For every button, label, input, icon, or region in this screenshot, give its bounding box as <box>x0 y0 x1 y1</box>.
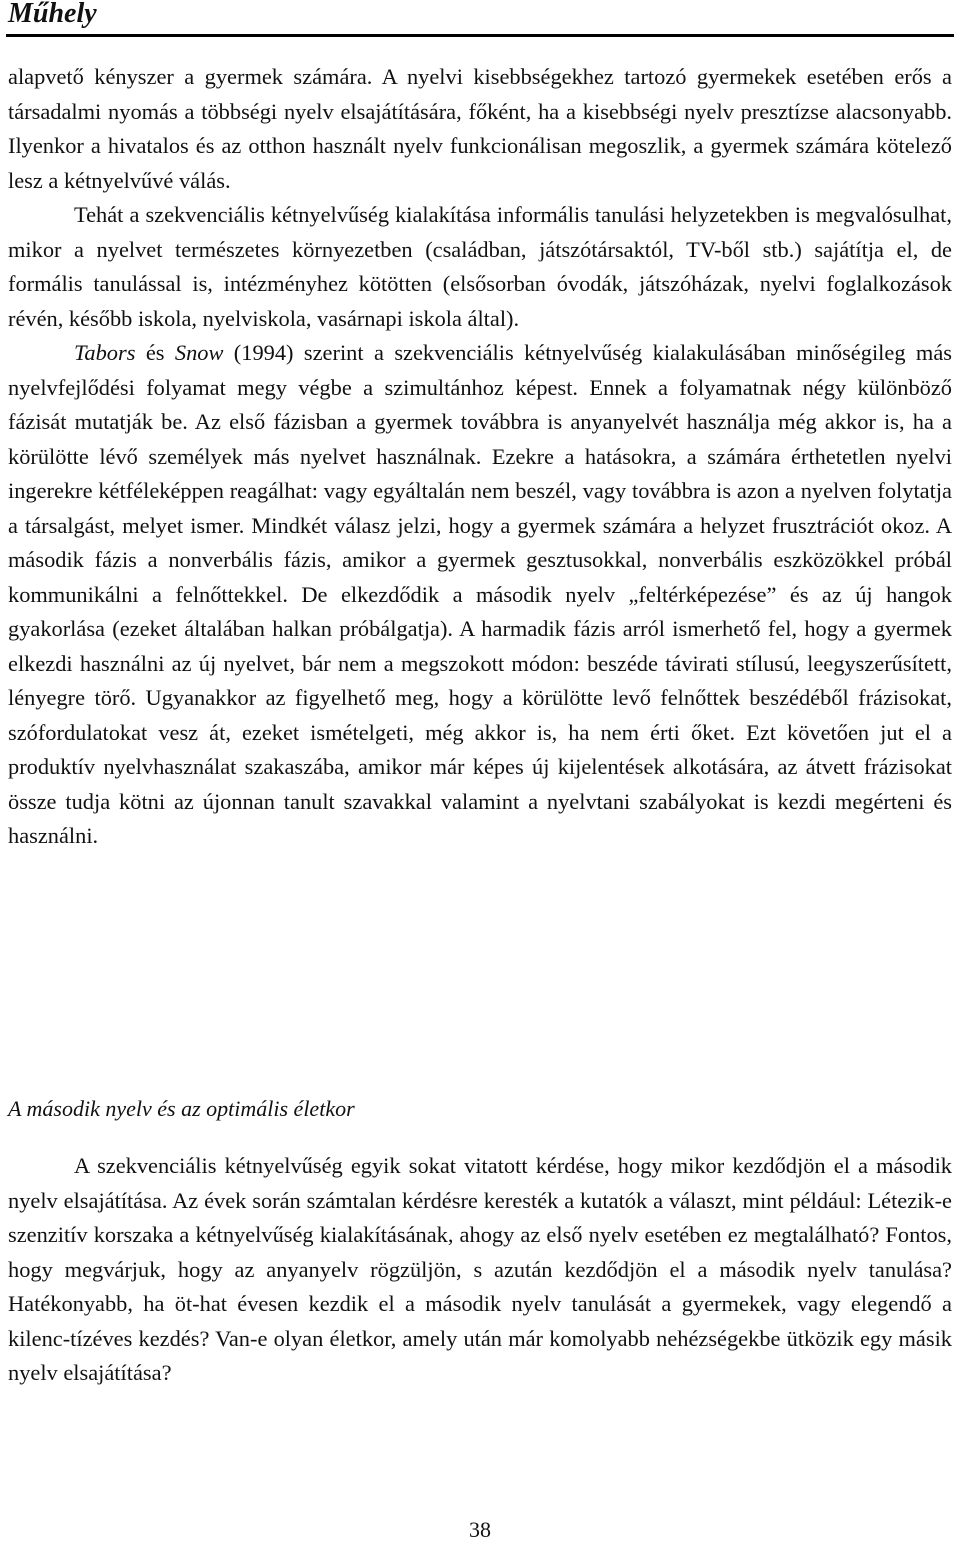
body-text-block <box>8 1149 952 1391</box>
paragraph: Tehát a szekvenciális kétnyelvűség kialakítása informális tanulási helyzetekben is megvalósulhat, mikor a nyelvet természetes környezetben (családban, játszótársaktól, TV-ből stb.) sajátítja el, de formális tanulással is, intézményhez kötötten (elsősorban óvodák, játszóházak, nyelvi foglalkozások révén, később iskola, nyelviskola, vasárnapi iskola által). <box>8 202 952 331</box>
conjunction-text: és <box>135 340 175 365</box>
paragraph <box>8 336 952 854</box>
author-name: Snow <box>174 340 224 365</box>
section-heading: A második nyelv és az optimális életkor <box>8 1096 355 1121</box>
paragraph: A szekvenciális kétnyelvűség egyik sokat vitatott kérdése, hogy mikor kezdődjön el a második nyelv elsajátítása. Az évek során számtalan kérdésre keresték a kutatók a választ, mint például: Létezik-e szenzitív korszaka a kétnyelvűség kialakításának, ahogy az első nyelv esetében ez megtalálható? Fontos, hogy megvárjuk, hogy az anyanyelv rögzüljön, s azután kezdődjön el a második nyelv tanulása? Hatékonyabb, ha öt-hat évesen kezdik el a második nyelv tanulását a gyermekek, vagy elegendő a kilenc-tízéves kezdés? Van-e olyan életkor, amely után már komolyabb nehézségekbe ütközik egy másik nyelv elsajátítása? <box>8 1153 952 1385</box>
author-name: Tabors <box>74 340 136 365</box>
page-number: 38 <box>469 1517 491 1542</box>
running-header-title: Műhely <box>8 0 97 29</box>
body-text-block <box>8 60 952 854</box>
header-divider <box>6 34 954 37</box>
paragraph: alapvető kényszer a gyermek számára. A nyelvi kisebbségekhez tartozó gyermekek esetében erős a társadalmi nyomás a többségi nyelv elsajátítására, főként, ha a kisebbségi nyelv presztízse alacsonyabb. Ilyenkor a hivatalos és az otthon használt nyelv funkcionálisan megoszlik, a gyermek számára kötelező lesz a kétnyelvűvé válás. <box>8 64 952 193</box>
paragraph-text: (1994) szerint a szekvenciális kétnyelvűség kialakulásában minőségileg más nyelvfejlődési folyamat megy végbe a szimultánhoz képest. Ennek a folyamatnak négy különböző fázisát mutatják be. Az első fázisban a gyermek továbbra is anyanyelvét használja még akkor is, ha a körülötte lévő személyek más nyelvet használnak. Ezekre a hatásokra, a számára érthetetlen nyelvi ingerekre kétféleképpen reagálhat: vagy egyáltalán nem beszél, vagy továbbra is azon a nyelven folytatja a társalgást, melyet ismer. Mindkét válasz jelzi, hogy a gyermek számára a helyzet frusztrációt okoz. A második fázis a nonverbális fázis, amikor a gyermek gesztusokkal, nonverbális eszközökkel próbál kommunikálni a felnőttekkel. De elkezdődik a második nyelv „feltérképezése” és az új hangok gyakorlása (ezeket általában halkan próbálgatja). A harmadik fázis arról ismerhető fel, hogy a gyermek elkezdi használni az új nyelvet, bár nem a megszokott módon: beszéde távirati stílusú, leegyszerűsített, lényegre törő. Ugyanakkor az figyelhető meg, hogy a körülötte levő felnőttek beszédéből frázisokat, szófordulatokat vesz át, ezeket ismételgeti, még akkor is, ha nem érti őket. Ezt követően jut el a produktív nyelvhasználat szakaszába, amikor már képes új kijelentések alkotására, az átvett frázisokat össze tudja kötni az újonnan tanult szavakkal valamint a nyelvtani szabályokat is kezdi megérteni és használni. <box>8 340 952 848</box>
